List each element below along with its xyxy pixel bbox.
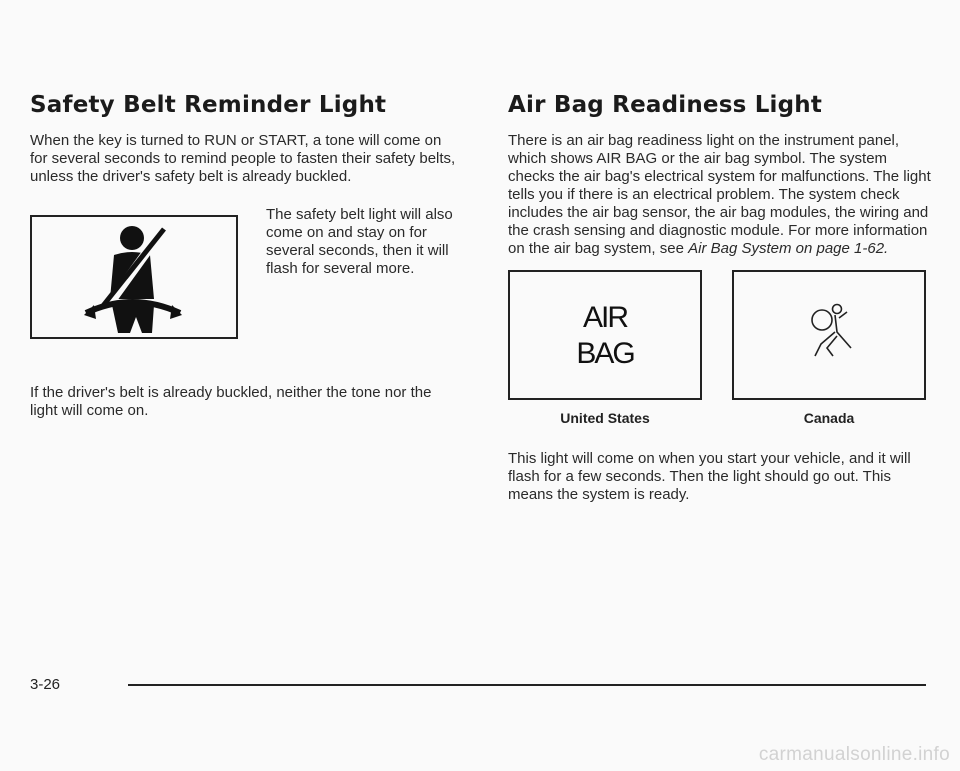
safety-belt-heading: Safety Belt Reminder Light <box>30 92 387 118</box>
air-bag-lamp-us <box>508 270 702 400</box>
caption-canada: Canada <box>803 410 855 426</box>
safety-belt-icon-box <box>30 215 238 339</box>
air-bag-paragraph-1 <box>508 132 933 258</box>
footer-rule <box>128 684 926 686</box>
watermark: carmanualsonline.info <box>758 744 950 765</box>
safety-belt-paragraph-2: If the driver's belt is already buckled, neither the tone nor the light will come on. <box>30 384 432 419</box>
air-bag-lamp-line-2: BAG <box>576 337 634 370</box>
air-bag-lamp-canada <box>732 270 926 400</box>
safety-belt-paragraph-1: When the key is turned to RUN or START, a tone will come on for several seconds to remind people to fasten their safety belts, unless the driver's safety belt is already buckled. <box>30 132 456 185</box>
safety-belt-section <box>30 92 462 420</box>
seatbelt-person-icon <box>80 221 190 335</box>
air-bag-lamp-text <box>510 300 700 372</box>
air-bag-paragraph-2: This light will come on when you start your vehicle, and it will flash for a few seconds. Then the light should go out. This means the system is ready. <box>508 450 911 503</box>
caption-united-states: United States <box>560 410 650 426</box>
air-bag-lamp-line-1: AIR <box>582 301 627 334</box>
page-number: 3-26 <box>30 676 61 693</box>
air-bag-heading: Air Bag Readiness Light <box>508 92 823 118</box>
air-bag-symbol-icon <box>807 300 857 360</box>
belt-figure-row <box>30 206 462 338</box>
air-bag-paragraph-1-text: There is an air bag readiness light on the instrument panel, which shows AIR BAG or the air bag symbol. The system checks the air bag's electrical system for malfunctions. The light tells you if there is an electrical problem. The system check includes the air bag sensor, the air bag modules, the wiring and the crash sensing and diagnostic module. For more information on the air bag system, see <box>508 132 931 257</box>
air-bag-system-reference: Air Bag System on page 1-62. <box>688 240 889 257</box>
air-bag-section <box>508 92 933 504</box>
safety-belt-light-text: The safety belt light will also come on and stay on for several seconds, then it will flash for several more. <box>266 206 453 277</box>
air-bag-lamps <box>508 270 933 430</box>
